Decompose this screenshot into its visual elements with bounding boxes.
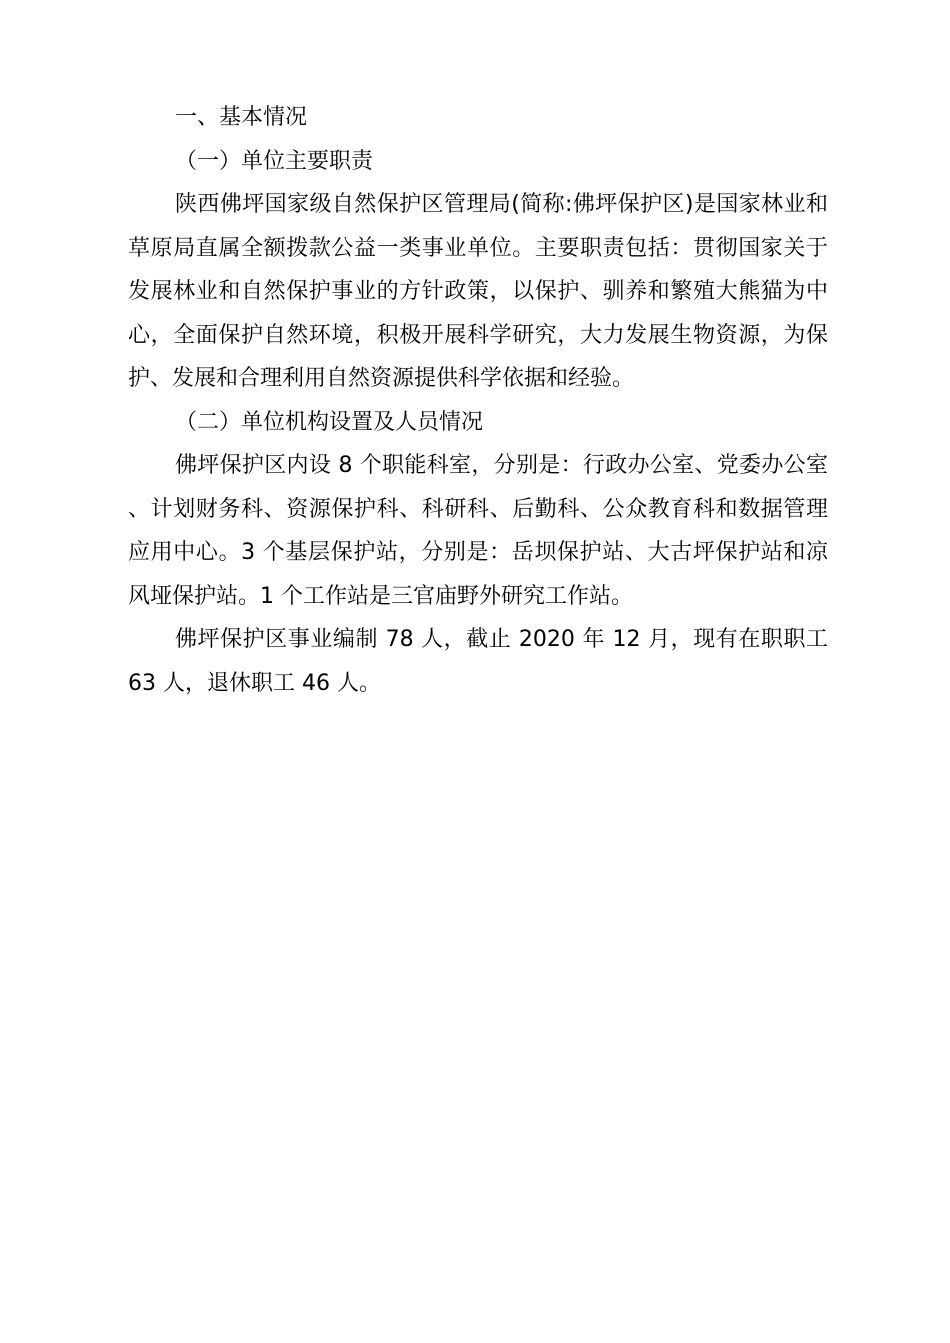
document-body bbox=[128, 96, 828, 705]
subsection-heading-organization: （二）单位机构设置及人员情况 bbox=[175, 409, 484, 435]
paragraph-organization: 佛坪保护区内设 8 个职能科室，分别是：行政办公室、党委办公室、计划财务科、资源保护科、科研科、后勤科、公众教育科和数据管理应用中心。3 个基层保护站，分别是：岳坝保护站、大古坪保护站和凉风垭保护站。1 个工作站是三官庙野外研究工作站。 bbox=[128, 453, 828, 609]
paragraph-staffing: 佛坪保护区事业编制 78 人，截止 2020 年 12 月，现有在职职工 63 人，退休职工 46 人。 bbox=[128, 627, 828, 696]
section-heading-basic-info: 一、基本情况 bbox=[175, 105, 308, 130]
paragraph-main-duties: 陕西佛坪国家级自然保护区管理局(简称:佛坪保护区)是国家林业和草原局直属全额拨款公益一类事业单位。主要职责包括：贯彻国家关于发展林业和自然保护事业的方针政策，以保护、驯养和繁殖大熊猫为中心，全面保护自然环境，积极开展科学研究，大力发展生物资源，为保护、发展和合理利用自然资源提供科学依据和经验。 bbox=[128, 192, 828, 391]
subsection-heading-main-duties: （一）单位主要职责 bbox=[175, 148, 374, 174]
